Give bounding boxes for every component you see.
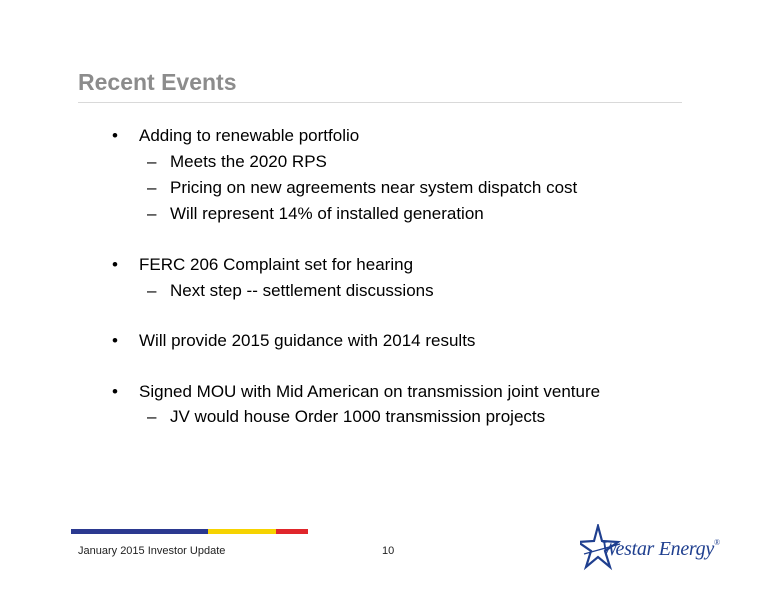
logo-wordmark: Westar Energy® bbox=[601, 538, 720, 560]
sub-bullet-text: Pricing on new agreements near system dispatch cost bbox=[170, 178, 578, 197]
title-divider bbox=[78, 102, 682, 103]
brand-bar-blue bbox=[71, 529, 208, 534]
brand-bar-yellow bbox=[208, 529, 276, 534]
dash-marker: – bbox=[147, 281, 157, 300]
bullet-text: Will provide 2015 guidance with 2014 results bbox=[139, 331, 476, 350]
sub-bullet-text: JV would house Order 1000 transmission projects bbox=[170, 407, 546, 426]
slide-title: Recent Events bbox=[78, 69, 237, 95]
sub-bullet-text: Will represent 14% of installed generation bbox=[170, 204, 484, 223]
bullet-marker: • bbox=[112, 255, 118, 274]
bullet-marker: • bbox=[112, 382, 118, 401]
dash-marker: – bbox=[147, 204, 157, 223]
dash-marker: – bbox=[147, 152, 157, 171]
dash-marker: – bbox=[147, 178, 157, 197]
page-number: 10 bbox=[382, 545, 395, 557]
dash-marker: – bbox=[147, 407, 157, 426]
bullet-text: Adding to renewable portfolio bbox=[139, 126, 360, 145]
sub-bullet-text: Next step -- settlement discussions bbox=[170, 281, 434, 300]
bullet-marker: • bbox=[112, 331, 118, 350]
bullet-marker: • bbox=[112, 126, 118, 145]
brand-bar-red bbox=[276, 529, 308, 534]
bullet-text: FERC 206 Complaint set for hearing bbox=[139, 255, 414, 274]
bullet-text: Signed MOU with Mid American on transmission joint venture bbox=[139, 382, 601, 401]
sub-bullet-text: Meets the 2020 RPS bbox=[170, 152, 327, 171]
footer-text: January 2015 Investor Update bbox=[78, 545, 226, 557]
